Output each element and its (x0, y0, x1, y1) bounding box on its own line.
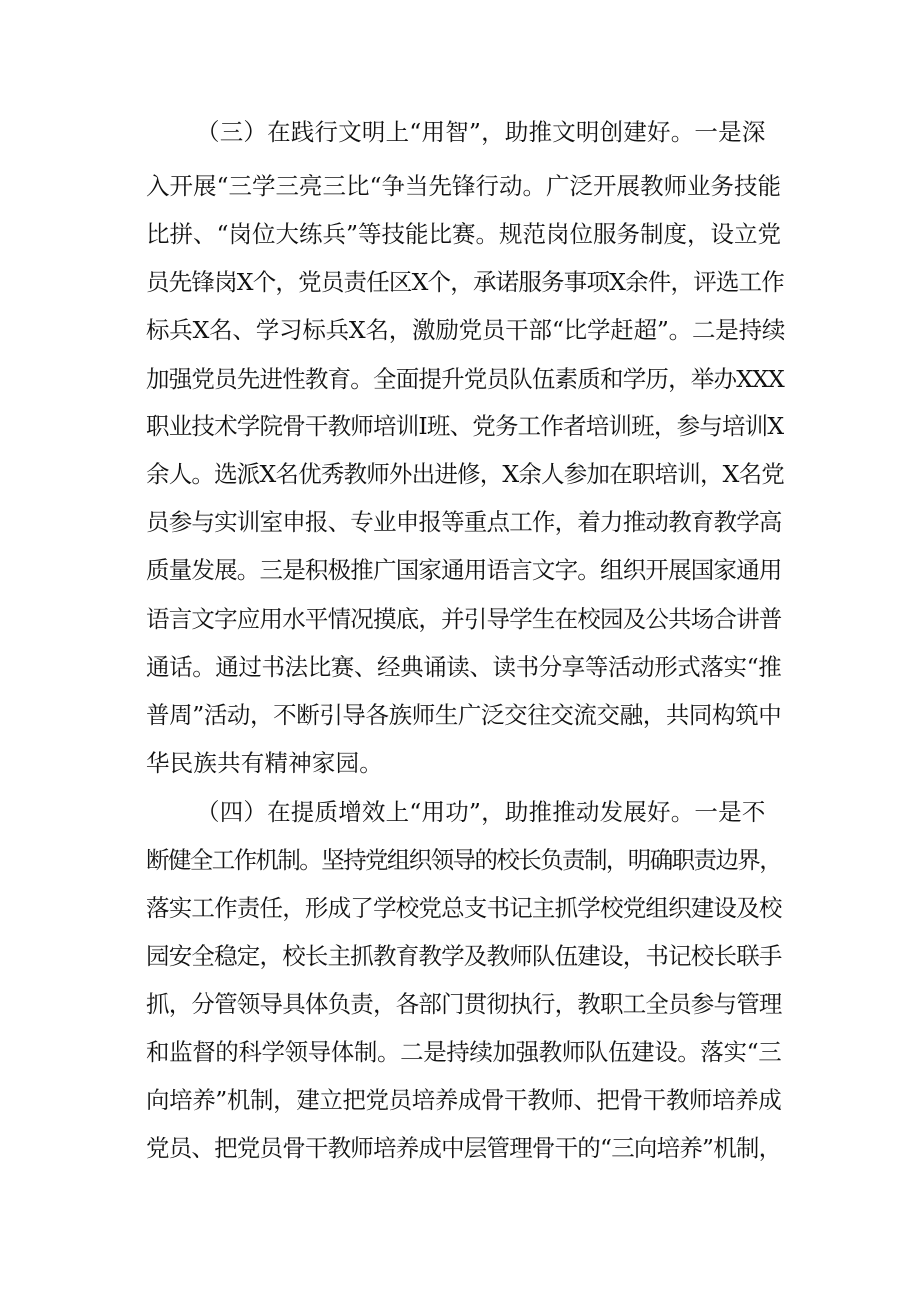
text-line: 员先锋岗X个，党员责任区X个，承诺服务事项X余件，评选工作 (146, 268, 784, 296)
text-line: 标兵X名、学习标兵X名，激励党员干部“比学赶超”。二是持续 (146, 316, 786, 344)
text-line: 园安全稳定，校长主抓教育教学及教师队伍建设，书记校长联手 (146, 942, 782, 970)
text-line: 断健全工作机制。坚持党组织领导的校长负责制，明确职责边界， (146, 846, 782, 874)
text-line: 向培养”机制，建立把党员培养成骨干教师、把骨干教师培养成 (146, 1086, 782, 1114)
text-line: 抓，分管领导具体负责，各部门贯彻执行，教职工全员参与管理 (146, 990, 782, 1018)
text-line: 员参与实训室申报、专业申报等重点工作，着力推动教育教学高 (146, 508, 782, 536)
text-line: 通话。通过书法比赛、经典诵读、读书分享等活动形式落实“推 (146, 653, 782, 681)
text-line: 普周”活动，不断引导各族师生广泛交往交流交融，共同构筑中 (146, 701, 782, 729)
text-line: 党员、把党员骨干教师培养成中层管理骨干的“三向培养”机制， (146, 1134, 782, 1162)
paragraph-3-heading-line: （三）在践行文明上“用智”，助推文明创建好。一是深 (196, 118, 766, 146)
text-line: 和监督的科学领导体制。二是持续加强教师队伍建设。落实“三 (146, 1038, 782, 1066)
text-line: 入开展“三学三亮三比“争当先锋行动。广泛开展教师业务技能 (146, 172, 782, 200)
paragraph-4-heading-line: （四）在提质增效上“用功”，助推推动发展好。一是不 (196, 798, 766, 826)
text-line: 语言文字应用水平情况摸底，并引导学生在校园及公共场合讲普 (146, 605, 782, 633)
text-line: 华民族共有精神家园。 (146, 749, 383, 777)
text-line: 加强党员先进性教育。全面提升党员队伍素质和学历，举办XXX (146, 365, 784, 393)
text-line: 余人。选派X名优秀教师外出进修，X余人参加在职培训，X名党 (146, 460, 784, 488)
text-line: 比拼、“岗位大练兵”等技能比赛。规范岗位服务制度，设立党 (146, 220, 782, 248)
text-line: 职业技术学院骨干教师培训I班、党务工作者培训班，参与培训X (146, 412, 784, 440)
text-line: 落实工作责任，形成了学校党总支书记主抓学校党组织建设及校 (146, 894, 782, 922)
text-line: 质量发展。三是积极推广国家通用语言文字。组织开展国家通用 (146, 556, 782, 584)
